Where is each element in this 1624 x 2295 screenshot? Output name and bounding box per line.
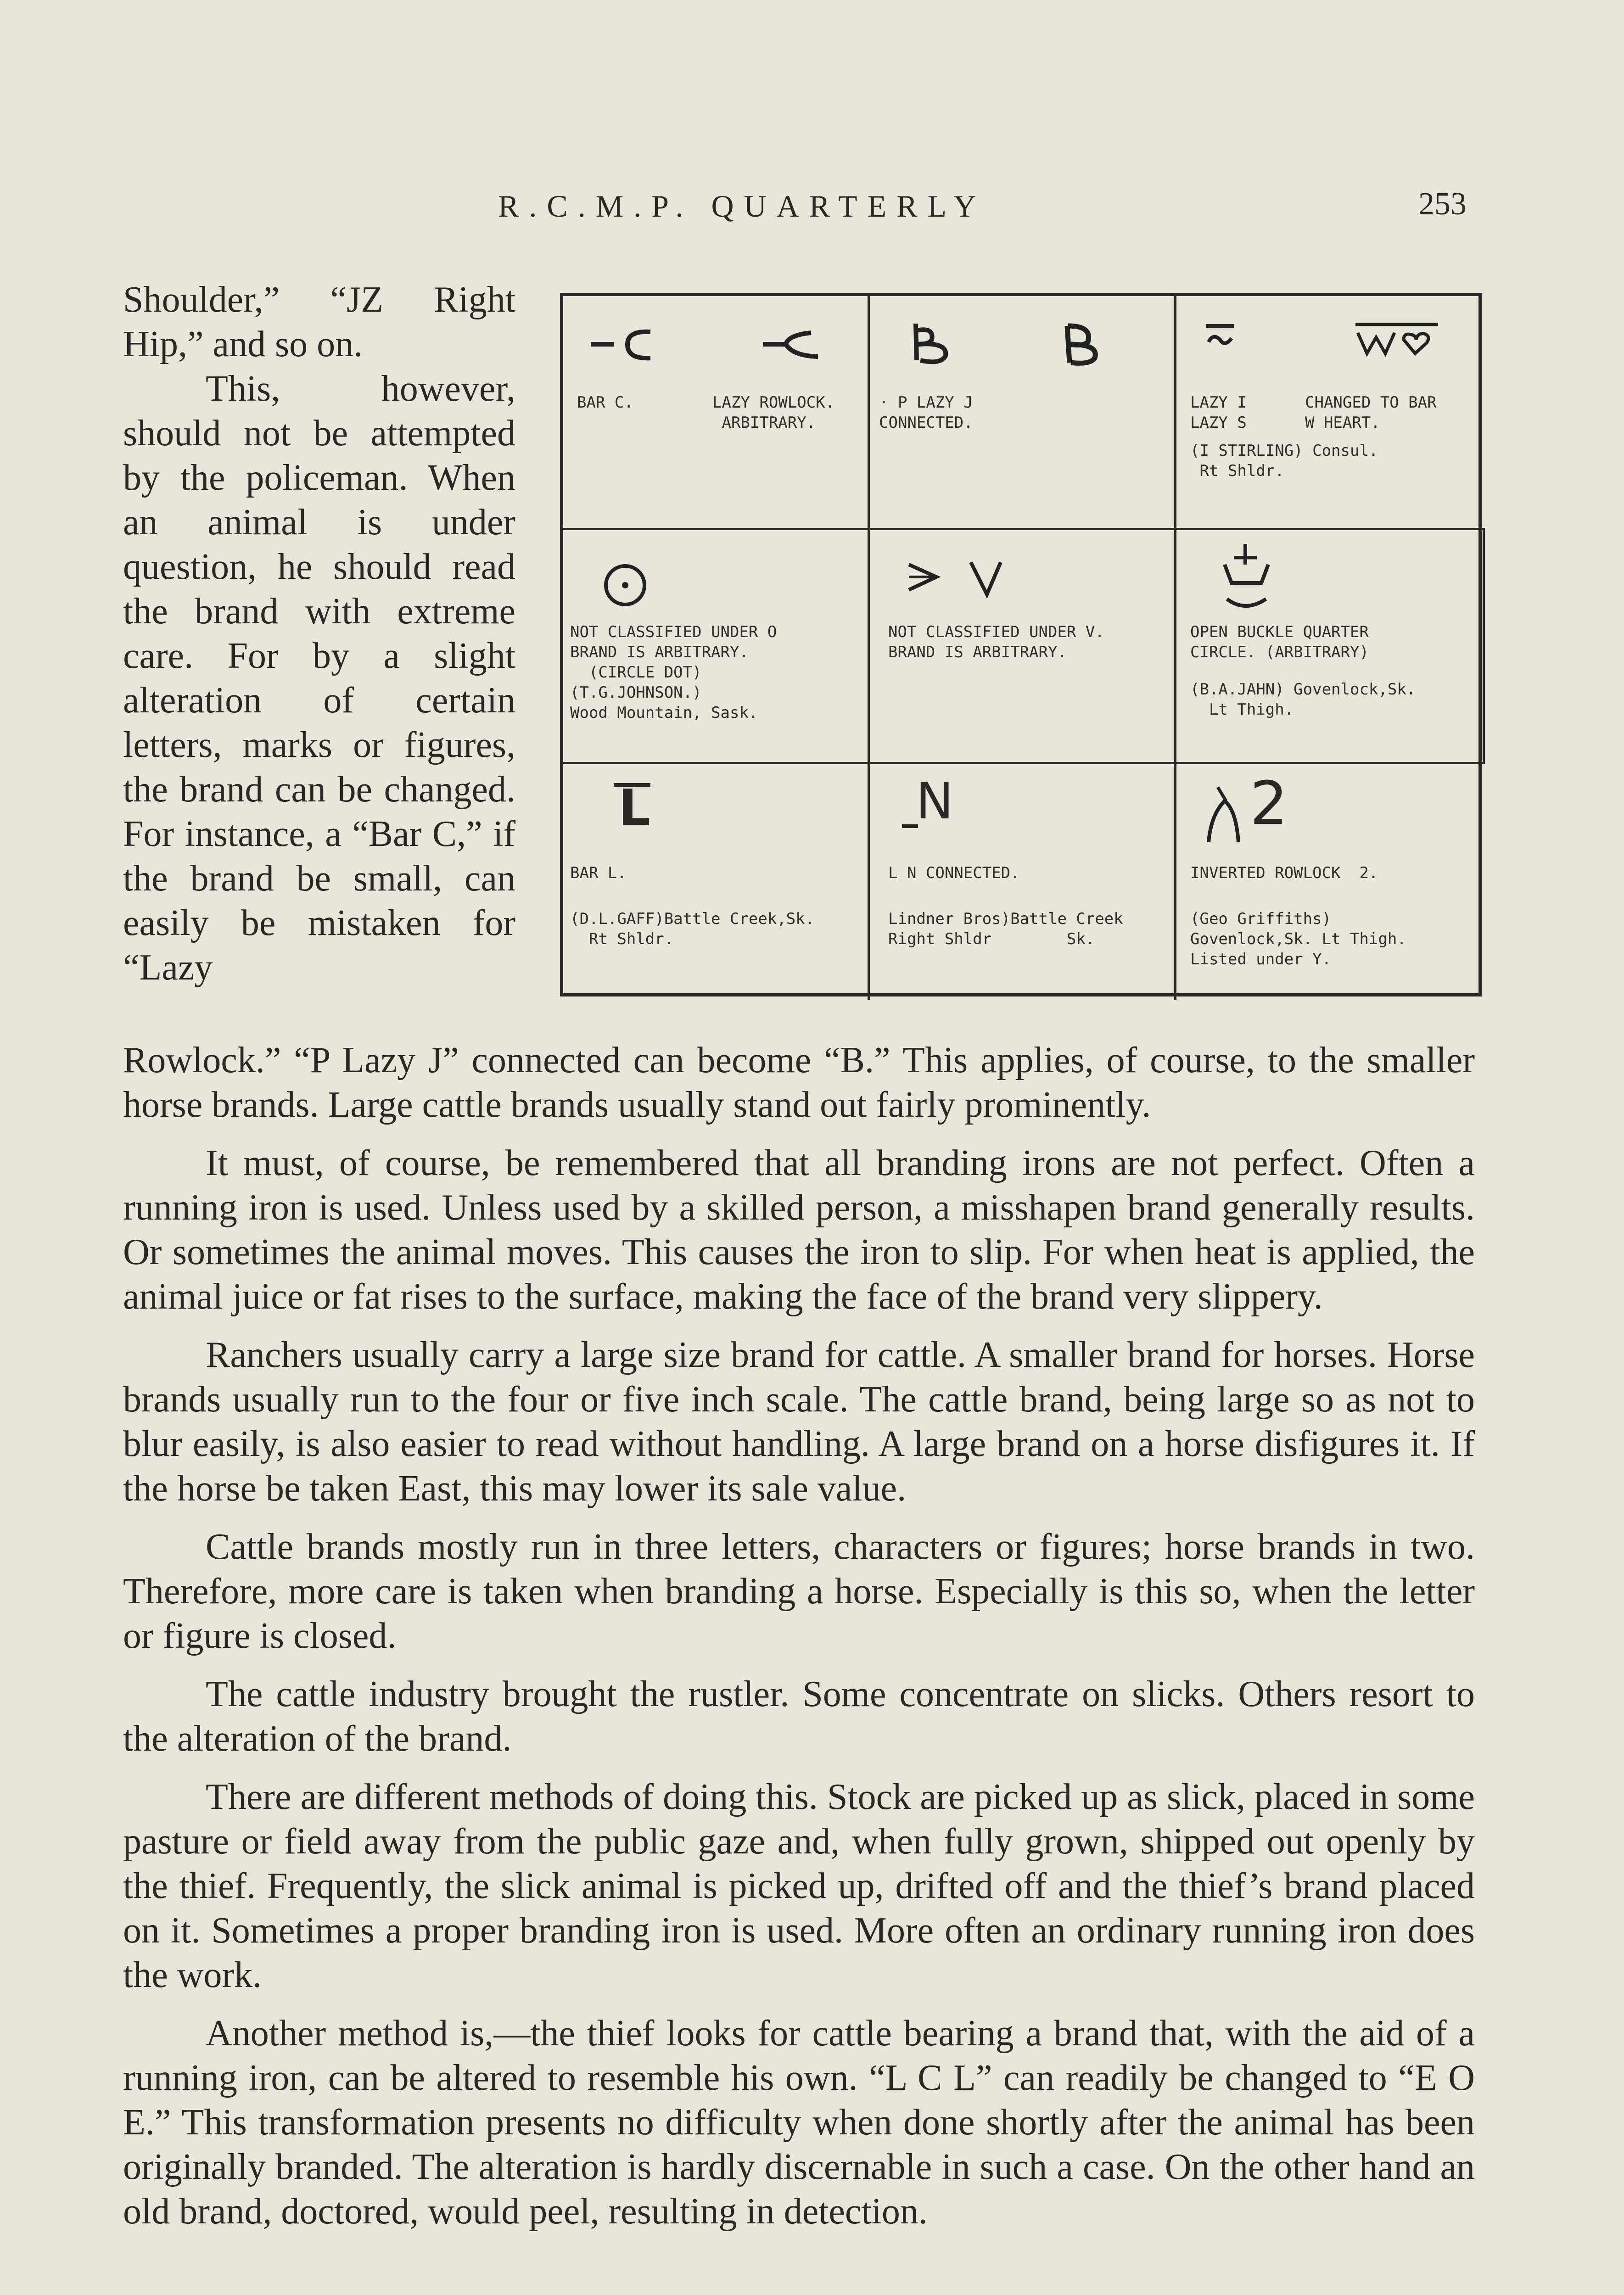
- brand-cell-open-buckle: [1176, 530, 1485, 764]
- lazy-rowlock-label: LAZY ROWLOCK. ARBITRARY.: [712, 393, 835, 432]
- circle-dot-label: NOT CLASSIFIED UNDER O BRAND IS ARBITRARY. (CIRCLE DOT) (T.G.JOHNSON.) Wood Mountain, Sask.: [570, 623, 777, 722]
- inverted-rowlock-label: INVERTED ROWLOCK 2.: [1190, 864, 1378, 882]
- brand-cell-bar-l: [563, 764, 870, 1000]
- side-column-text: [123, 278, 515, 990]
- griffiths-owner-label: (Geo Griffiths) Govenlock,Sk. Lt Thigh. Listed under Y.: [1190, 910, 1406, 968]
- brand-cell-p-lazy-j: [870, 296, 1176, 530]
- brand-cell-inverted-rowlock-2: [1176, 764, 1485, 1000]
- side-paragraph-1: Shoulder,” “JZ Right Hip,” and so on.: [123, 280, 515, 364]
- paragraph-4: Cattle brands mostly run in three letters, characters or figures; horse brands in two. Therefore, more care is taken when branding a horse. Especially is this so, when the letter or figure is closed.: [123, 1527, 1475, 1656]
- side-paragraph-2: This, however, should not be attempted by the policeman. When an animal is under question, he should read the brand with extreme care. For by a slight alteration of certain letters, marks or figures, the brand can be changed. For instance, a “Bar C,” if the brand be small, can easily be mistaken for “Lazy: [123, 369, 515, 988]
- p-lazy-j-brand-drawing: [911, 317, 1141, 372]
- jahn-owner-label: (B.A.JAHN) Govenlock,Sk. Lt Thigh.: [1190, 680, 1416, 719]
- brand-cell-v: [870, 530, 1176, 764]
- open-buckle-label: OPEN BUCKLE QUARTER CIRCLE. (ARBITRARY): [1190, 623, 1369, 661]
- brand-cell-bar-w-heart: [1176, 296, 1485, 530]
- ln-label: L N CONNECTED.: [888, 864, 1020, 882]
- page-number: 253: [1418, 186, 1467, 222]
- v-brand-drawing: [902, 549, 1040, 604]
- brand-cell-ln: [870, 764, 1176, 1000]
- paragraph-7: Another method is,—the thief looks for cattle bearing a brand that, with the aid of a running iron, can be altered to resemble his own. “L C L” can readily be changed to “E O E.” This transformation presents no difficulty when done shortly after the animal has been originally branded. The alteration is hardly discernable in such a case. On the other hand an old brand, doctored, would peel, resulting in detection.: [123, 2013, 1475, 2232]
- lazy-i-lazy-s-label: LAZY I LAZY S: [1190, 393, 1247, 432]
- bar-c-brand-drawing: [582, 319, 857, 369]
- bar-l-label: BAR L.: [570, 864, 627, 882]
- bar-w-heart-brand-drawing: [1199, 314, 1475, 365]
- brand-cell-circle-dot: [563, 530, 870, 764]
- paragraph-2: It must, of course, be remembered that all branding irons are not perfect. Often a running iron is used. Unless used by a skilled person, a misshapen brand generally results. Or sometimes the animal moves. This causes the iron to slip. For when heat is applied, the animal juice or fat rises to the surface, making the face of the brand very slippery.: [123, 1143, 1475, 1317]
- paragraph-5: The cattle industry brought the rustler. Some concentrate on slicks. Others resort to the alteration of the brand.: [123, 1674, 1475, 1759]
- running-head: R.C.M.P. QUARTERLY: [498, 189, 986, 224]
- stirling-owner-label: (I STIRLING) Consul. Rt Shldr.: [1190, 442, 1378, 480]
- inverted-rowlock-drawing: [1199, 783, 1250, 847]
- brand-cell-bar-c: [563, 296, 870, 530]
- inverted-rowlock-2-digit: 2: [1250, 768, 1288, 838]
- open-buckle-brand-drawing: [1218, 539, 1291, 617]
- p-lazy-j-label: · P LAZY J CONNECTED.: [879, 393, 973, 432]
- main-text: [123, 1038, 1475, 2248]
- paragraph-3: Ranchers usually carry a large size brand for cattle. A smaller brand for horses. Horse brands usually run to the four or five inch scale. The cattle brand, being large so as not to blur easily, is also easier to read without handling. A large brand on a horse disfigures it. If the horse be taken East, this may lower its sale value.: [123, 1335, 1475, 1509]
- brand-table: [560, 293, 1482, 996]
- lindner-owner-label: Lindner Bros)Battle Creek Right Shldr Sk.: [888, 910, 1123, 948]
- bar-w-heart-label: CHANGED TO BAR W HEART.: [1305, 393, 1437, 432]
- paragraph-6: There are different methods of doing this. Stock are picked up as slick, placed in some pasture or field away from the public gaze and, when fully grown, shipped out openly by the thief. Frequently, the slick animal is picked up, drifted off and the thief’s brand placed on it. Sometimes a proper branding iron is used. More often an ordinary running iron does the work.: [123, 1777, 1475, 1995]
- ln-brand-letter: N: [916, 772, 954, 830]
- circle-dot-brand-drawing: [600, 558, 655, 613]
- bar-l-brand-letter: L: [618, 778, 651, 837]
- bar-c-label: BAR C.: [577, 393, 633, 412]
- paragraph-1: Rowlock.” “P Lazy J” connected can become “B.” This applies, of course, to the smaller horse brands. Large cattle brands usually stand out fairly prominently.: [123, 1040, 1475, 1125]
- gaff-owner-label: (D.L.GAFF)Battle Creek,Sk. Rt Shldr.: [570, 910, 815, 948]
- v-brand-label: NOT CLASSIFIED UNDER V. BRAND IS ARBITRARY.: [888, 623, 1104, 661]
